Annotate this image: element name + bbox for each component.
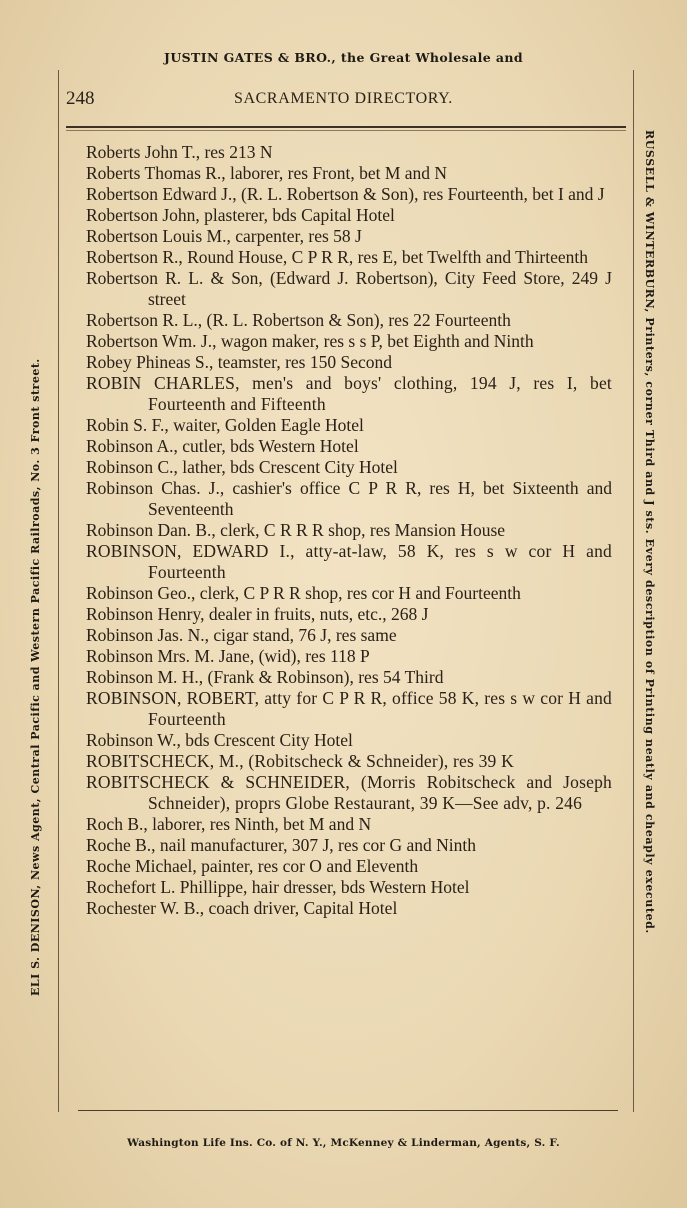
footer-rule [78, 1110, 618, 1111]
directory-entry: Robinson W., bds Crescent City Hotel [86, 730, 353, 750]
directory-entry: Roch B., laborer, res Ninth, bet M and N [86, 814, 372, 834]
directory-entry: ROBINSON, EDWARD I., atty-at-law, 58 K, res s w cor H and Fourteenth [86, 541, 612, 582]
page-header [66, 88, 626, 114]
running-head-title: SACRAMENTO DIRECTORY. [234, 90, 453, 107]
directory-entry: Robinson Mrs. M. Jane, (wid), res 118 P [86, 646, 370, 666]
directory-entry: Robertson R. L. & Son, (Edward J. Robertson), City Feed Store, 249 J street [86, 268, 612, 309]
directory-entry: ROBITSCHECK, M., (Robitscheck & Schneider), res 39 K [86, 751, 514, 771]
directory-entry: Robinson C., lather, bds Crescent City Hotel [86, 457, 398, 477]
directory-entry: Robinson Chas. J., cashier's office C P R R, res H, bet Sixteenth and Seventeenth [86, 478, 612, 519]
directory-entry: Robinson Henry, dealer in fruits, nuts, etc., 268 J [86, 604, 429, 624]
directory-entry: Rochefort L. Phillippe, hair dresser, bds Western Hotel [86, 877, 470, 897]
directory-entry: Robinson M. H., (Frank & Robinson), res 54 Third [86, 667, 444, 687]
directory-entry: Robertson R. L., (R. L. Robertson & Son), res 22 Fourteenth [86, 310, 511, 330]
directory-entry: Robin S. F., waiter, Golden Eagle Hotel [86, 415, 364, 435]
directory-entry: Roberts John T., res 213 N [86, 142, 273, 162]
directory-entry: Robey Phineas S., teamster, res 150 Second [86, 352, 392, 372]
directory-entry: ROBITSCHECK & SCHNEIDER, (Morris Robitscheck and Joseph Schneider), proprs Globe Restaurant, 39 K—See adv, p. 246 [86, 772, 612, 813]
directory-entry: Roberts Thomas R., laborer, res Front, bet M and N [86, 163, 448, 183]
header-rule [66, 126, 626, 128]
top-advertisement-banner: JUSTIN GATES & BRO., the Great Wholesale and [164, 50, 523, 65]
directory-entry: Robertson John, plasterer, bds Capital Hotel [86, 205, 395, 225]
page-number: 248 [66, 88, 95, 109]
directory-entry: Robertson R., Round House, C P R R, res E, bet Twelfth and Thirteenth [86, 247, 589, 267]
directory-entry: Rochester W. B., coach driver, Capital Hotel [86, 898, 398, 918]
directory-entry: ROBINSON, ROBERT, atty for C P R R, office 58 K, res s w cor H and Fourteenth [86, 688, 612, 729]
directory-entry: Robertson Wm. J., wagon maker, res s s P, bet Eighth and Ninth [86, 331, 534, 351]
directory-entry: Robinson Jas. N., cigar stand, 76 J, res same [86, 625, 397, 645]
directory-entry: Robertson Edward J., (R. L. Robertson & Son), res Fourteenth, bet I and J [86, 184, 605, 204]
left-margin-advertisement: ELI S. DENISON, News Agent, Central Pacific and Western Pacific Railroads, No. 3 Front street. [29, 358, 42, 996]
directory-entry: ROBIN CHARLES, men's and boys' clothing, 194 J, res I, bet Fourteenth and Fifteenth [86, 373, 612, 414]
directory-entry: Robinson Dan. B., clerk, C R R R shop, res Mansion House [86, 520, 506, 540]
directory-entries [86, 142, 612, 919]
directory-entry: Roche B., nail manufacturer, 307 J, res cor G and Ninth [86, 835, 477, 855]
directory-entry: Robinson A., cutler, bds Western Hotel [86, 436, 359, 456]
header-rule-thin [66, 130, 626, 131]
directory-entry: Robertson Louis M., carpenter, res 58 J [86, 226, 362, 246]
bottom-advertisement-banner: Washington Life Ins. Co. of N. Y., McKenney & Linderman, Agents, S. F. [127, 1137, 560, 1149]
directory-entry: Robinson Geo., clerk, C P R R shop, res cor H and Fourteenth [86, 583, 521, 603]
directory-entry: Roche Michael, painter, res cor O and Eleventh [86, 856, 419, 876]
right-margin-advertisement: RUSSELL & WINTERBURN, Printers, corner Third and J sts. Every description of Printing neatly and cheaply executed. [643, 130, 656, 934]
